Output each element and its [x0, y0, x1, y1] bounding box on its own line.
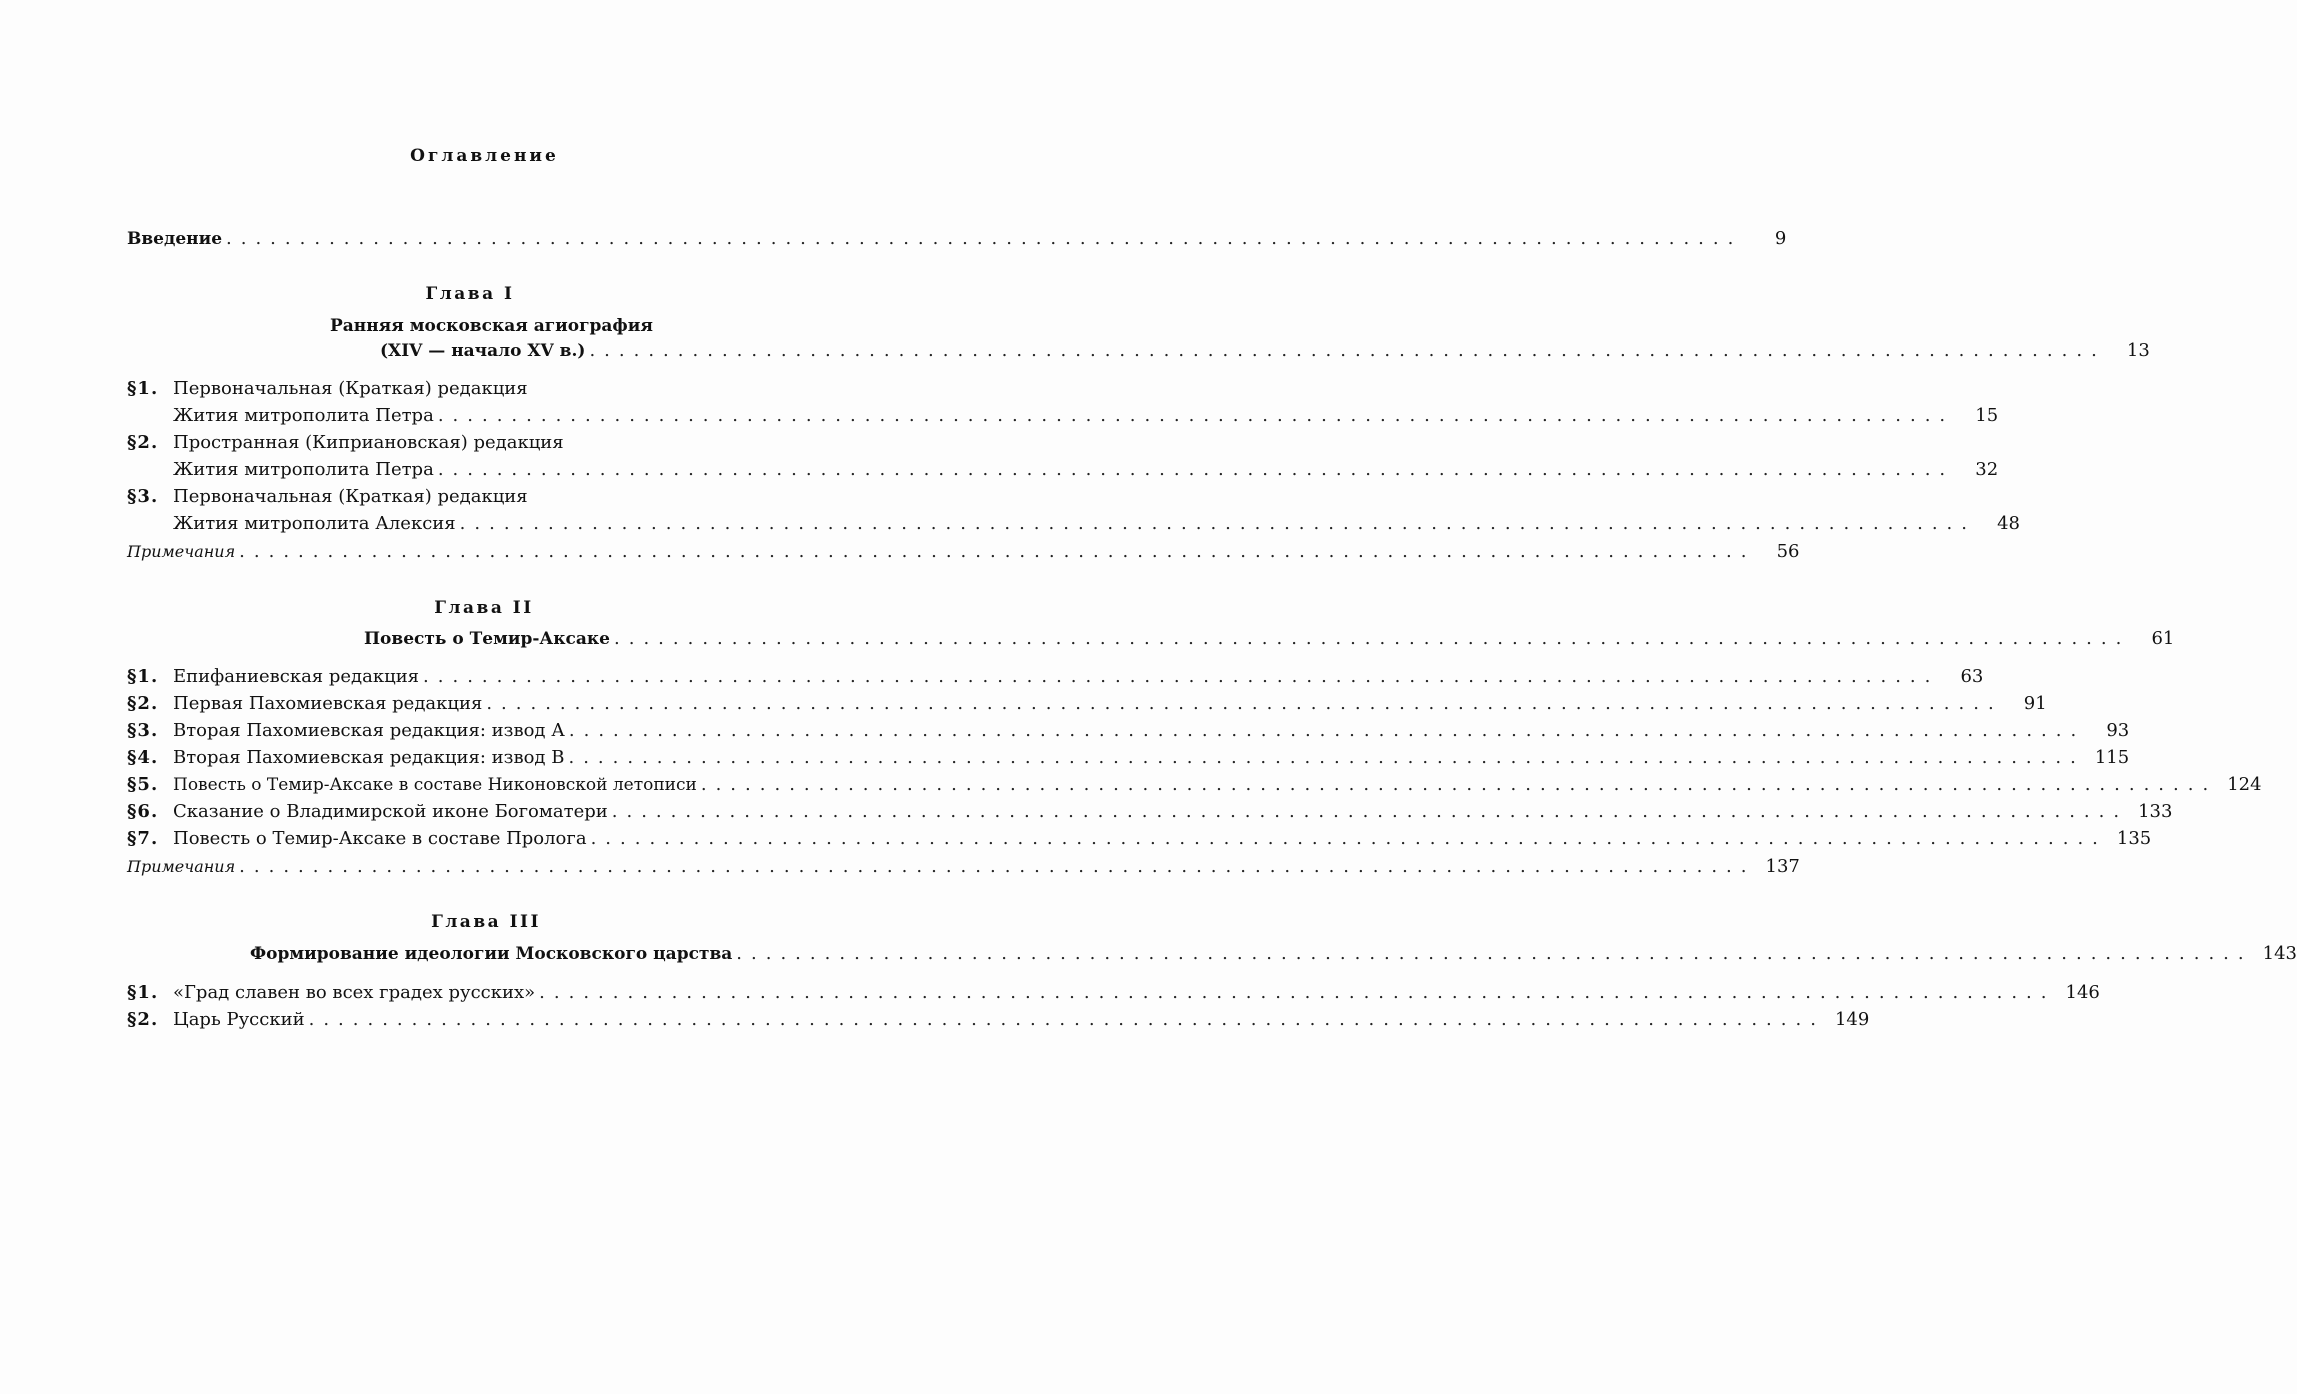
toc-entry-chapter-3[interactable]: [250, 943, 2297, 969]
notes-page: 137: [1765, 856, 1800, 877]
section-title: Первая Пахомиевская редакция: [173, 693, 483, 714]
dot-leader: .......................................................................................................: [308, 1009, 1825, 1030]
section-number: §5.: [127, 774, 159, 795]
toc-entry-ch1-section-1[interactable]: [173, 405, 1999, 431]
toc-entry-ch1-notes[interactable]: [127, 541, 1800, 567]
chapter-2-title: Повесть о Темир-Аксаке: [364, 629, 610, 649]
toc-entry-ch2-section-4[interactable]: [127, 747, 2130, 773]
intro-page: 9: [1774, 228, 1787, 249]
section-title: Первоначальная (Краткая) редакция: [173, 378, 528, 399]
toc-entry-ch2-section-3[interactable]: [127, 720, 2130, 746]
toc-entry-ch3-section-1[interactable]: [127, 982, 2100, 1008]
page-title: Оглавление: [410, 146, 559, 166]
toc-entry-intro[interactable]: [127, 228, 1787, 254]
dot-leader: .......................................................................................................: [239, 856, 1756, 877]
section-page: 115: [2094, 747, 2130, 768]
section-page: 135: [2116, 828, 2152, 849]
section-page: 48: [1997, 513, 2020, 534]
dot-leader: .......................................................................................................: [736, 943, 2253, 964]
toc-entry-chapter-1[interactable]: [380, 340, 2150, 366]
chapter-3-page: 143: [2262, 943, 2297, 964]
section-title: Повесть о Темир-Аксаке в составе Пролога: [173, 828, 587, 849]
intro-label: Введение: [127, 229, 223, 249]
section-title: Епифаниевская редакция: [173, 666, 420, 687]
section-title: Повесть о Темир-Аксаке в составе Никоновской летописи: [173, 775, 697, 795]
section-page: 93: [2106, 720, 2130, 741]
toc-entry-ch3-section-2[interactable]: [127, 1009, 1870, 1035]
dot-leader: .......................................................................................................: [437, 405, 1955, 426]
dot-leader: .......................................................................................................: [437, 459, 1955, 480]
toc-entry-ch2-section-6[interactable]: [127, 801, 2173, 827]
section-title: Пространная (Киприановская) редакция: [173, 432, 564, 453]
section-title-line2: Жития митрополита Петра: [173, 459, 434, 480]
section-title: Вторая Пахомиевская редакция: извод В: [173, 747, 565, 768]
dot-leader: .......................................................................................................: [226, 228, 1743, 249]
toc-entry-ch1-section-3[interactable]: [173, 513, 2020, 539]
section-title: Первоначальная (Краткая) редакция: [173, 486, 528, 507]
dot-leader: .......................................................................................................: [239, 541, 1756, 562]
dot-leader: .......................................................................................................: [423, 666, 1940, 687]
toc-entry-ch2-notes[interactable]: [127, 856, 1800, 882]
toc-entry-ch2-section-2[interactable]: [127, 693, 2047, 719]
dot-leader: .......................................................................................................: [568, 720, 2086, 741]
dot-leader: .......................................................................................................: [459, 513, 1976, 534]
section-number: §1.: [127, 982, 159, 1003]
section-number: §2.: [127, 432, 159, 453]
ch1-section-1-heading: [127, 378, 528, 399]
section-number: §7.: [127, 828, 159, 849]
section-number: §4.: [127, 747, 159, 768]
chapter-3-label: Глава III: [431, 912, 541, 932]
section-title: Вторая Пахомиевская редакция: извод А: [173, 720, 565, 741]
section-page: 91: [2023, 693, 2047, 714]
dot-leader: .......................................................................................................: [589, 340, 2106, 361]
dot-leader: .......................................................................................................: [539, 982, 2056, 1003]
ch1-section-3-heading: [127, 486, 528, 507]
section-number: §1.: [127, 378, 159, 399]
toc-entry-ch2-section-5[interactable]: [127, 774, 2262, 800]
ch1-section-2-heading: [127, 432, 564, 453]
section-number: §2.: [127, 1009, 159, 1030]
chapter-2-label: Глава II: [434, 598, 534, 618]
chapter-1-title: Ранняя московская агиография: [330, 316, 653, 336]
dot-leader: .......................................................................................................: [611, 801, 2129, 822]
chapter-1-title-line2: (XIV — начало XV в.): [380, 341, 586, 361]
chapter-1-page: 13: [2126, 340, 2150, 361]
section-page: 133: [2138, 801, 2173, 822]
section-page: 146: [2065, 982, 2100, 1003]
toc-entry-ch1-section-2[interactable]: [173, 459, 1999, 485]
dot-leader: .......................................................................................................: [486, 693, 2003, 714]
toc-entry-ch2-section-1[interactable]: [127, 666, 1984, 692]
toc-entry-chapter-2[interactable]: [364, 628, 2175, 654]
section-title-line2: Жития митрополита Алексия: [173, 513, 456, 534]
section-title: Царь Русский: [173, 1009, 305, 1030]
section-number: §3.: [127, 720, 159, 741]
section-number: §1.: [127, 666, 159, 687]
section-page: 149: [1834, 1009, 1870, 1030]
section-page: 63: [1960, 666, 1984, 687]
section-title-line2: Жития митрополита Петра: [173, 405, 434, 426]
notes-label: Примечания: [127, 857, 236, 876]
section-number: §2.: [127, 693, 159, 714]
section-page: 15: [1975, 405, 1999, 426]
chapter-1-label: Глава I: [425, 284, 515, 304]
dot-leader: .......................................................................................................: [568, 747, 2085, 768]
toc-entry-ch2-section-7[interactable]: [127, 828, 2152, 854]
dot-leader: .......................................................................................................: [614, 628, 2131, 649]
section-title: «Град славен во всех градех русских»: [173, 982, 536, 1003]
section-page: 32: [1975, 459, 1999, 480]
dot-leader: .......................................................................................................: [590, 828, 2107, 849]
notes-label: Примечания: [127, 542, 236, 561]
chapter-2-page: 61: [2151, 628, 2175, 649]
section-number: §6.: [127, 801, 159, 822]
notes-page: 56: [1776, 541, 1800, 562]
section-page: 124: [2227, 774, 2262, 795]
section-number: §3.: [127, 486, 159, 507]
section-title: Сказание о Владимирской иконе Богоматери: [173, 801, 608, 822]
chapter-3-title: Формирование идеологии Московского царства: [250, 944, 733, 964]
dot-leader: .......................................................................................................: [700, 774, 2218, 795]
